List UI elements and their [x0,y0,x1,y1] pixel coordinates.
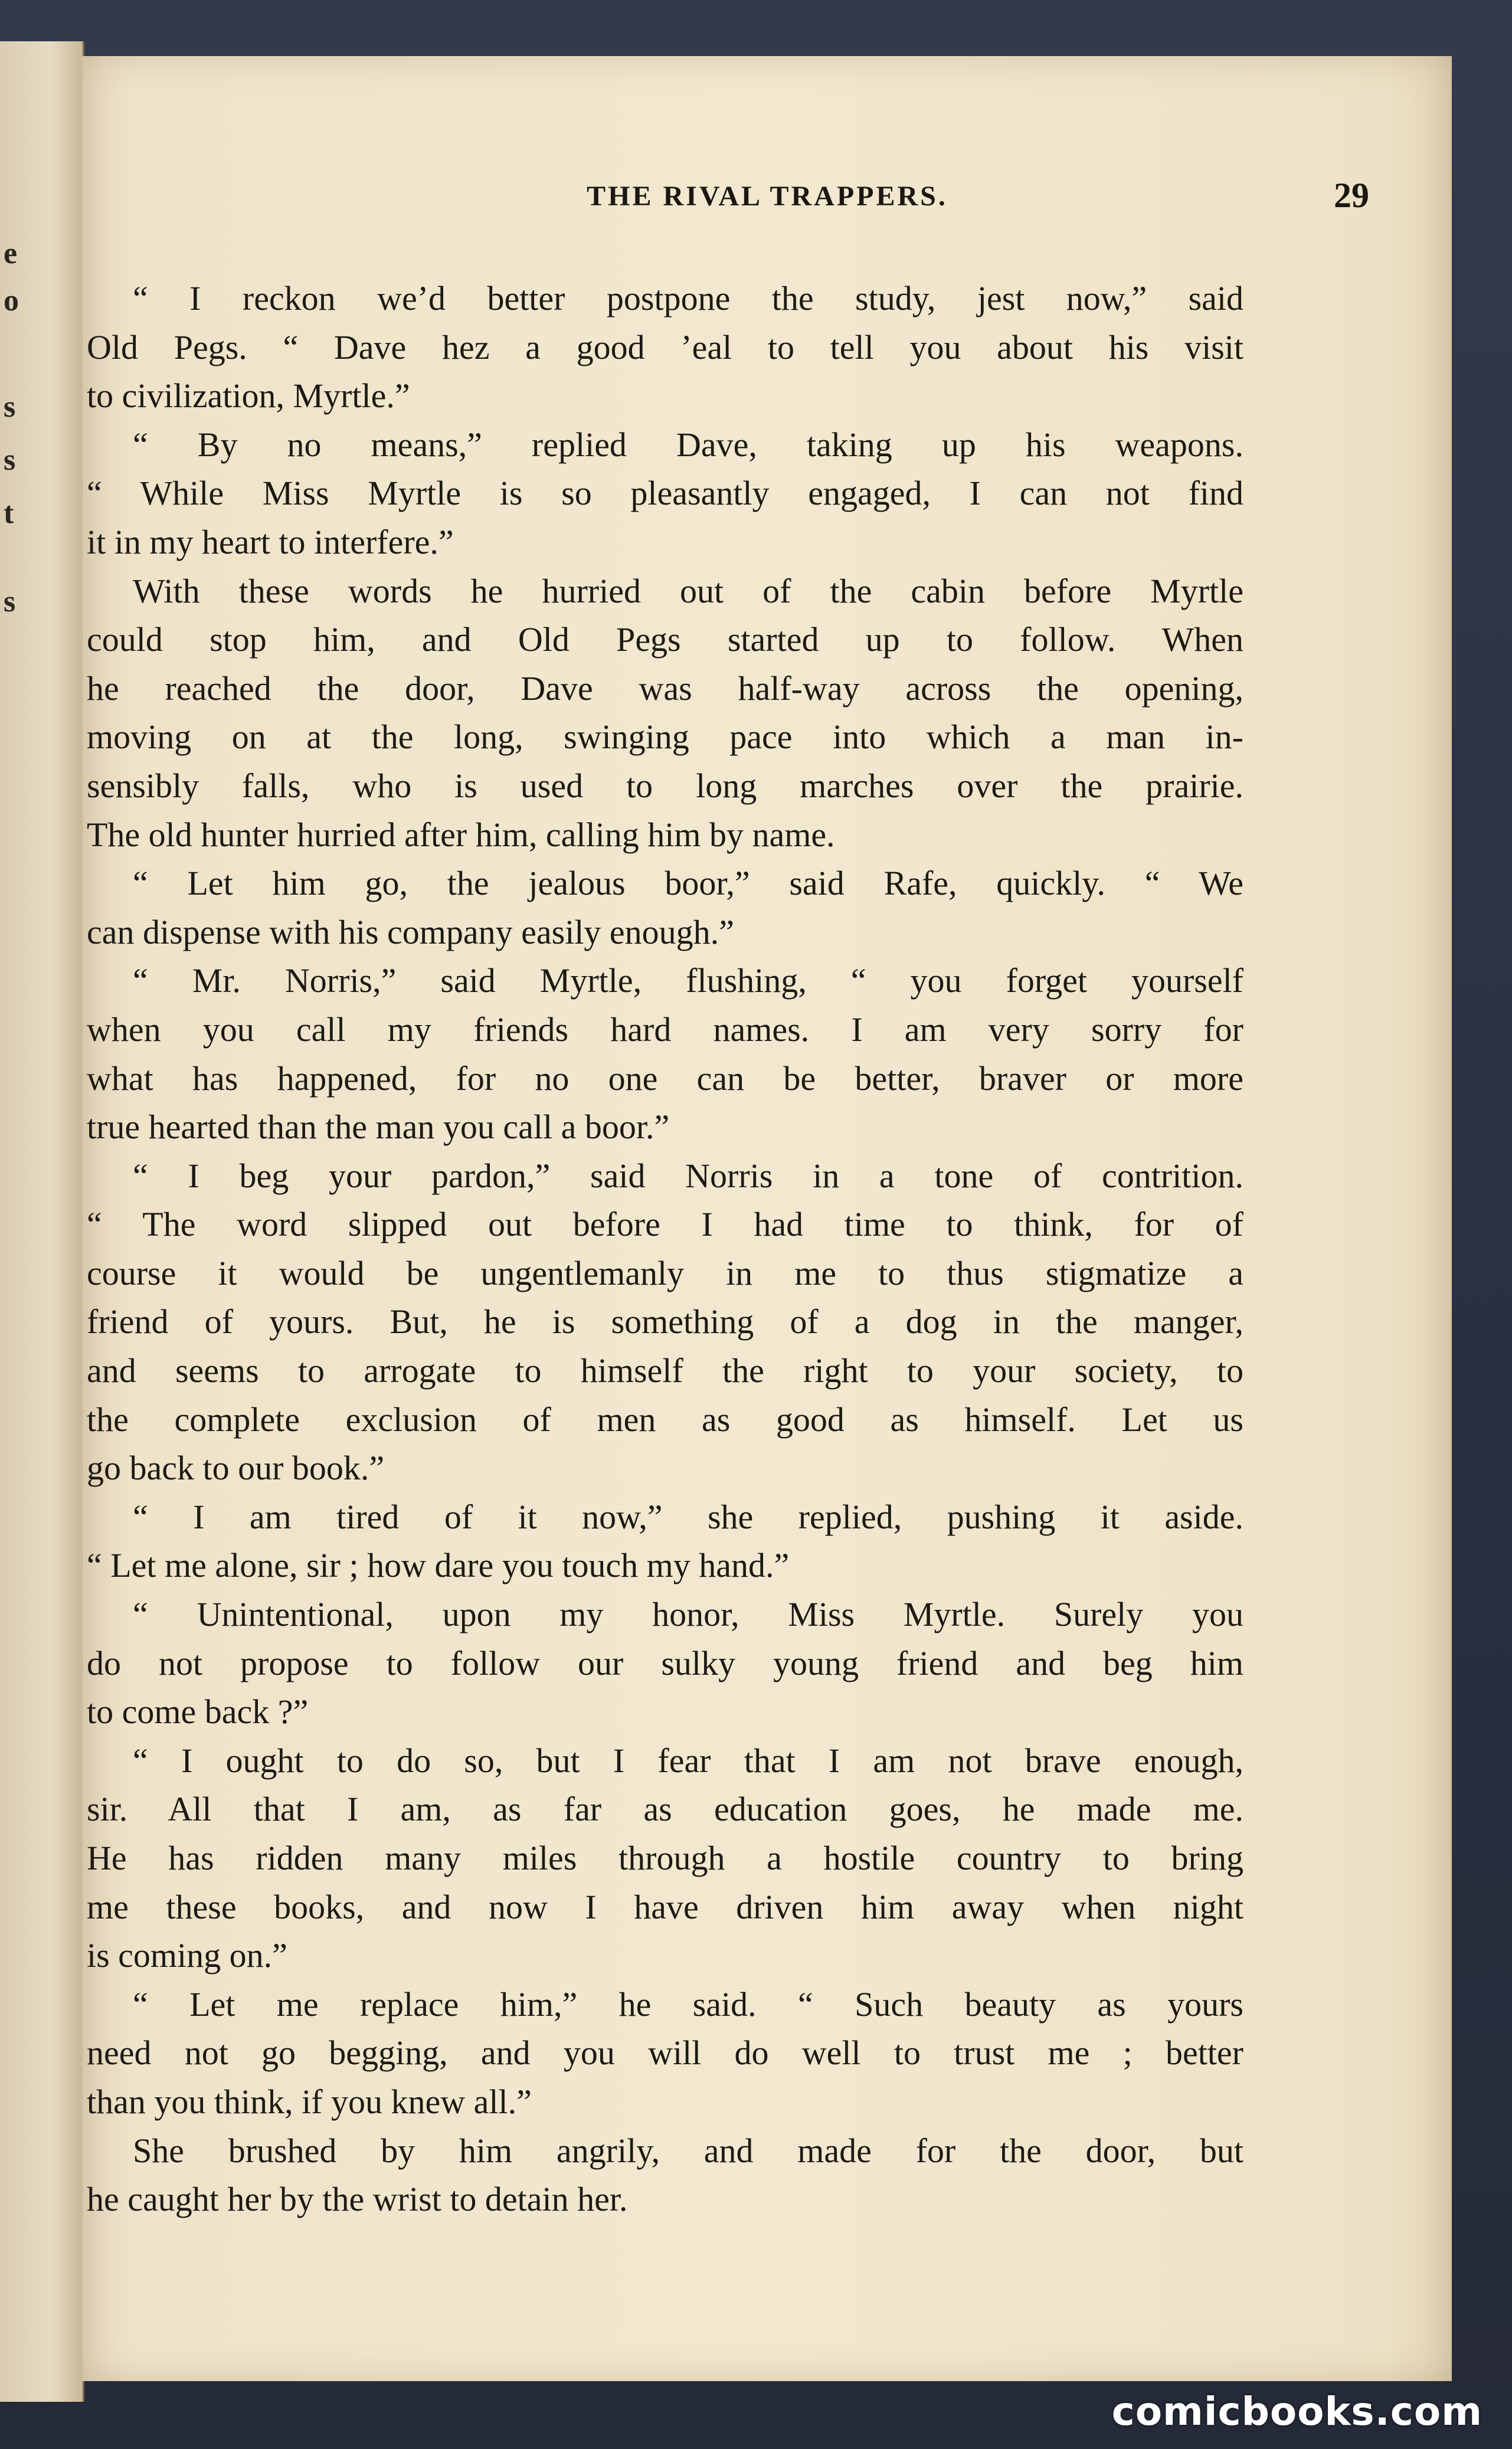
text-line: “ Let him go, the jealous boor,” said Rafe, quickly. “ We [133,864,1243,903]
text-line: “ I ought to do so, but I fear that I am not brave enough, [133,1741,1243,1780]
text-line: “ I reckon we’d better postpone the study, jest now,” said [133,279,1243,317]
text-line: “ Let me replace him,” he said. “ Such beauty as yours [133,1985,1243,2024]
page-number: 29 [1334,176,1369,215]
text-line: moving on at the long, swinging pace into which a man in- [87,718,1243,757]
text-line: “ Unintentional, upon my honor, Miss Myrtle. Surely you [133,1595,1243,1634]
text-line: need not go begging, and you will do well to trust me ; better [87,2034,1243,2073]
previous-page-glyph: e [4,237,18,270]
previous-page-glyph: o [4,284,19,317]
text-line: “ While Miss Myrtle is so pleasantly engaged, I can not find [87,474,1243,513]
previous-page-glyph: s [4,390,16,424]
text-line: do not propose to follow our sulky young friend and beg him [87,1643,1243,1682]
text-line: it in my heart to interfere.” [87,522,454,561]
text-line: can dispense with his company easily enough.” [87,912,734,951]
watermark: comicbooks.com [1111,2389,1482,2434]
previous-page-edge [0,41,84,2402]
previous-page-glyph: t [4,496,14,530]
text-line: and seems to arrogate to himself the right to your society, to [87,1351,1243,1390]
text-line: me these books, and now I have driven him away when night [87,1887,1243,1926]
text-line: With these words he hurried out of the cabin before Myrtle [133,571,1243,610]
text-line: “ I am tired of it now,” she replied, pushing it aside. [133,1497,1243,1536]
text-line: sensibly falls, who is used to long marches over the prairie. [87,766,1243,805]
text-line: “ Mr. Norris,” said Myrtle, flushing, “ you forget yourself [133,961,1243,1000]
previous-page-glyph: s [4,443,16,477]
text-line: “ The word slipped out before I had time to think, for of [87,1205,1243,1244]
text-line: sir. All that I am, as far as education goes, he made me. [87,1790,1243,1829]
text-line: he reached the door, Dave was half-way across the opening, [87,669,1243,708]
text-line: “ By no means,” replied Dave, taking up his weapons. [133,425,1243,464]
text-line: go back to our book.” [87,1449,385,1488]
previous-page-glyph: s [4,585,16,618]
text-line: Old Pegs. “ Dave hez a good ’eal to tell you about his visit [87,328,1243,366]
text-line: the complete exclusion of men as good as himself. Let us [87,1400,1243,1439]
text-line: The old hunter hurried after him, calling him by name. [87,815,835,854]
book-page [83,56,1452,2381]
text-line: when you call my friends hard names. I am very sorry for [87,1010,1243,1049]
text-line: to come back ?” [87,1692,309,1731]
text-line: She brushed by him angrily, and made for the door, but [133,2131,1243,2170]
text-line: than you think, if you knew all.” [87,2082,532,2121]
text-line: could stop him, and Old Pegs started up to follow. When [87,620,1243,659]
text-line: he caught her by the wrist to detain her. [87,2180,628,2219]
text-line: “ I beg your pardon,” said Norris in a tone of contrition. [133,1156,1243,1195]
text-body [87,274,1243,2224]
text-line: what has happened, for no one can be better, braver or more [87,1059,1243,1098]
text-line: friend of yours. But, he is something of a dog in the manger, [87,1302,1243,1341]
running-head-title: THE RIVAL TRAPPERS. [587,181,948,212]
text-line: He has ridden many miles through a hostile country to bring [87,1839,1243,1877]
text-line: “ Let me alone, sir ; how dare you touch my hand.” [87,1546,790,1585]
running-head [83,176,1452,221]
text-line: true hearted than the man you call a boor.” [87,1108,670,1147]
text-line: is coming on.” [87,1936,287,1975]
text-line: course it would be ungentlemanly in me to thus stigmatize a [87,1253,1243,1292]
text-line: to civilization, Myrtle.” [87,376,410,415]
